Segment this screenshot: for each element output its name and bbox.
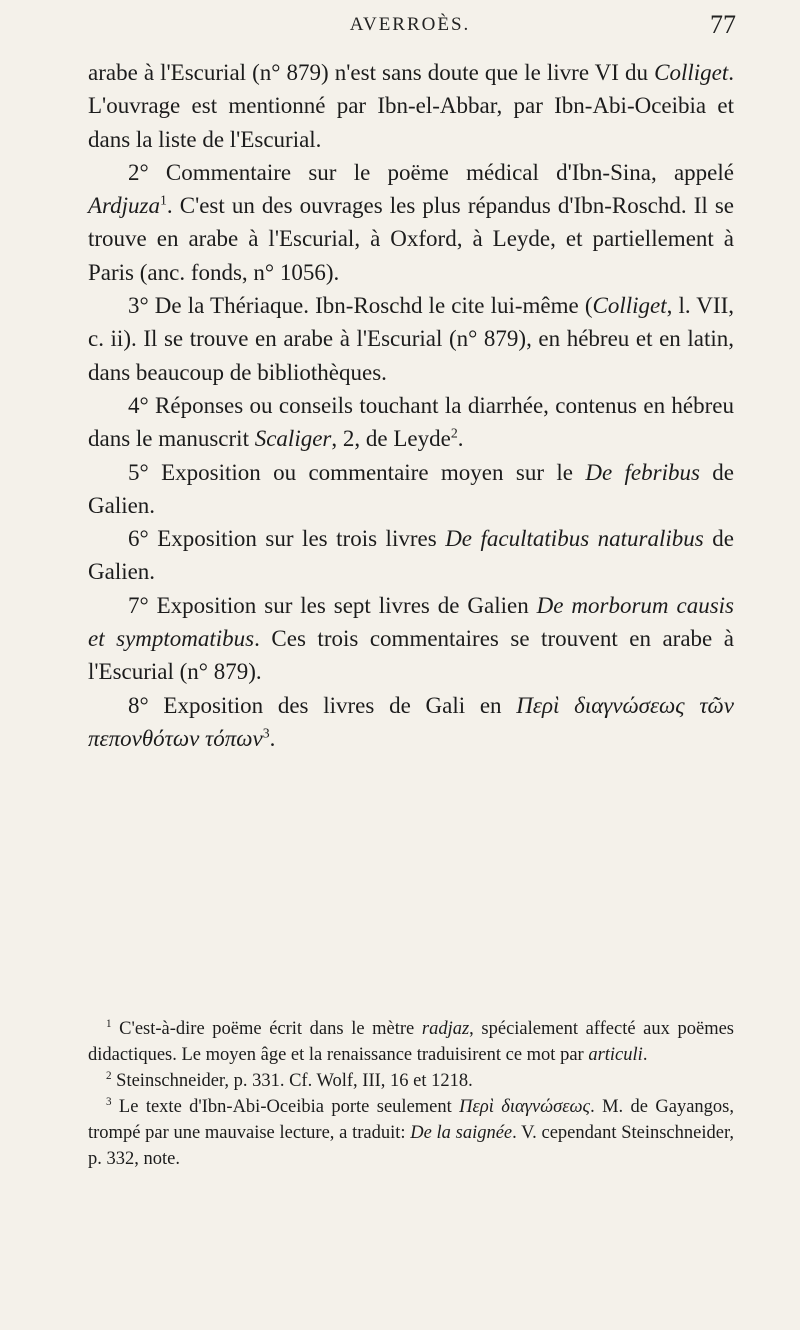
text-run: . C'est un des ouvrages les plus répandus d'Ibn-Roschd. Il se trouve en arabe à l'Escurial, à Oxford, à Leyde, et partiellement à Paris (anc. fonds, n° 1056). — [88, 193, 734, 285]
italic-title: Colliget — [654, 60, 729, 85]
running-head — [60, 10, 760, 46]
italic-term: De la saignée — [410, 1123, 513, 1143]
text-run: de Galien. — [88, 459, 735, 518]
text-run: 5° Exposition ou commentaire moyen sur le — [128, 459, 586, 485]
text-run: de Galien. — [88, 526, 734, 585]
text-run: 6° Exposition sur les trois livres — [128, 526, 446, 552]
paragraph-continuation — [88, 56, 734, 156]
main-text — [88, 56, 734, 755]
text-run: 2° Commentaire sur le poëme médical d'Ibn-Sina, appelé — [128, 159, 734, 185]
text-run: Le texte d'Ibn-Abi-Oceibia porte seulement — [111, 1097, 460, 1117]
greek-term: Περὶ διαγνώσεως — [459, 1097, 591, 1117]
text-run: 3° De la Thériaque. Ibn-Roschd le cite lui-même ( — [128, 293, 593, 319]
paragraph-item-7 — [88, 589, 734, 689]
footnote-2 — [88, 1068, 734, 1094]
italic-title: De morborum causis et symptomatibus — [88, 592, 734, 652]
text-run: . — [457, 426, 464, 452]
text-run: . V. cependant Steinschneider, p. 332, note. — [88, 1123, 734, 1169]
italic-title: Ardjuza — [88, 193, 160, 219]
paragraph-item-5 — [88, 456, 734, 523]
footnote-ref: 2 — [450, 425, 458, 441]
paragraph-item-4 — [88, 389, 734, 456]
italic-title: Scaliger — [254, 426, 332, 452]
footnote-1 — [88, 1016, 734, 1068]
text-run: 7° Exposition sur les sept livres de Galien — [128, 592, 537, 618]
text-run: C'est-à-dire poëme écrit dans le mètre — [111, 1019, 422, 1039]
text-run: . M. de Gayangos, trompé par une mauvaise lecture, a traduit: — [88, 1097, 734, 1143]
paragraph-item-8 — [88, 689, 734, 756]
footnote-marker: 1 — [106, 1017, 112, 1030]
text-run: 4° Réponses ou conseils touchant la diarrhée, contenus en hébreu dans le manuscrit — [88, 392, 734, 452]
italic-title: Colliget — [592, 293, 667, 319]
text-run: . L'ouvrage est mentionné par Ibn-el-Abbar, par Ibn-Abi-Oceibia et dans la liste de l'Escurial. — [88, 60, 734, 152]
page-number: 77 — [710, 10, 736, 39]
text-run: . Ces trois commentaires se trouvent en arabe à l'Escurial (n° 879). — [88, 626, 734, 685]
italic-term: articuli — [588, 1045, 643, 1065]
text-run: , 2, de Leyde — [331, 426, 451, 452]
italic-term: radjaz — [421, 1019, 470, 1039]
footnotes — [88, 1016, 734, 1172]
footnote-ref: 1 — [160, 192, 167, 208]
italic-title: De febribus — [585, 459, 700, 485]
paragraph-item-3 — [88, 289, 734, 389]
footnote-marker: 3 — [106, 1095, 112, 1108]
running-title: AVERROÈS. — [349, 14, 471, 35]
footnote-marker: 2 — [106, 1069, 112, 1082]
text-run: , spécialement affecté aux poëmes didactiques. Le moyen âge et la renaissance traduisirent ce mot par — [88, 1019, 734, 1065]
text-run: . — [269, 725, 276, 751]
footnote-ref: 3 — [262, 725, 270, 741]
footnote-3 — [88, 1094, 734, 1172]
paragraph-item-2 — [88, 156, 734, 289]
italic-title: De facultatibus naturalibus — [445, 526, 704, 552]
paragraph-item-6 — [88, 522, 734, 589]
text-run: 8° Exposition des livres de Gali en — [128, 692, 517, 718]
text-run: . — [642, 1045, 648, 1065]
greek-title: Περὶ διαγνώσεως τῶν πεπονθότων τόπων — [88, 692, 734, 751]
text-run: , l. VII, c. ii). Il se trouve en arabe à l'Escurial (n° 879), en hébreu et en latin, dans beaucoup de bibliothèques. — [88, 293, 734, 385]
text-run: arabe à l'Escurial (n° 879) n'est sans doute que le livre VI du — [88, 60, 655, 85]
text-run: Steinschneider, p. 331. Cf. Wolf, III, 16 et 1218. — [111, 1071, 473, 1091]
